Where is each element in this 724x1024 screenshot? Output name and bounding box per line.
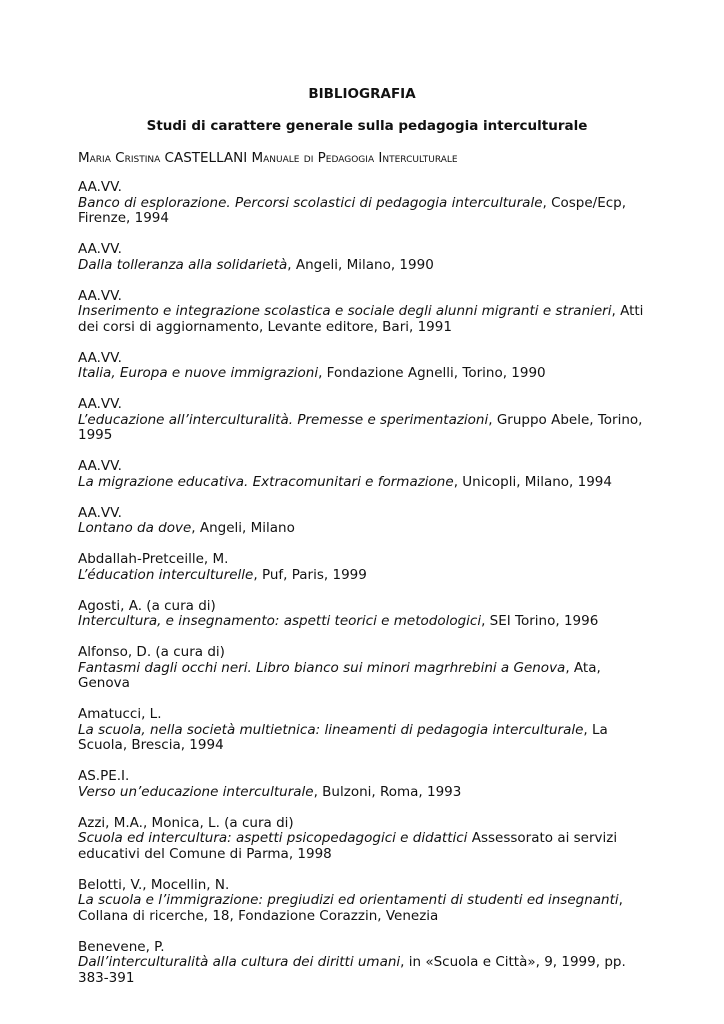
entry-publication: , Bulzoni, Roma, 1993 [313, 783, 462, 800]
entry-title: Dall’interculturalità alla cultura dei diritti umani [78, 954, 401, 970]
entry-title: Inserimento e integrazione scolastica e sociale degli alunni migranti e stranieri [78, 303, 612, 319]
entry-title: La migrazione educativa. Extracomunitari e formazione [78, 473, 454, 490]
entry-author: AS.PE.I. [78, 768, 130, 784]
section-subtitle: Studi di carattere generale sulla pedagogia interculturale [146, 118, 588, 134]
bibliography-entry [78, 459, 654, 490]
entry-work [78, 955, 654, 986]
entry-author: AA.VV. [78, 241, 122, 257]
bibliography-entry [78, 645, 654, 692]
entry-publication: , Angeli, Milano, 1990 [287, 256, 434, 273]
entry-author: AA.VV. [78, 179, 122, 195]
entry-title: Italia, Europa e nuove immigrazioni [78, 365, 319, 381]
bibliography-list [78, 180, 654, 1002]
entry-author: Agosti, A. (a cura di) [78, 597, 216, 614]
entry-publication: , Collana di ricerche, 18, Fondazione Corazzin, Venezia [78, 892, 623, 924]
entry-author: Amatucci, L. [78, 706, 162, 722]
entry-title: L’educazione all’interculturalità. Premesse e sperimentazioni [78, 411, 489, 428]
entry-publication: , La Scuola, Brescia, 1994 [78, 721, 608, 753]
entry-work [78, 366, 654, 382]
entry-title: Fantasmi dagli occhi neri. Libro bianco sui minori magrhrebini a Genova [78, 659, 566, 676]
bibliography-entry [78, 397, 654, 444]
entry-author: AA.VV. [78, 396, 122, 412]
entry-author: AA.VV. [78, 504, 122, 521]
entry-publication: , Ata, Genova [78, 659, 601, 691]
entry-work [78, 785, 654, 801]
entry-work [78, 831, 654, 862]
bibliography-entry [78, 769, 654, 800]
entry-publication: , SEI Torino, 1996 [481, 613, 599, 629]
entry-author: AA.VV. [78, 349, 122, 366]
entry-work [78, 723, 654, 754]
entry-publication: , Gruppo Abele, Torino, 1995 [78, 411, 643, 443]
entry-title: Lontano da dove [78, 520, 192, 536]
bibliography-entry [78, 878, 654, 925]
bibliography-entry [78, 242, 654, 273]
bibliography-entry [78, 707, 654, 754]
entry-title: Banco di esplorazione. Percorsi scolastici di pedagogia interculturale [78, 194, 543, 211]
entry-publication: , Cospe/Ecp, Firenze, 1994 [78, 194, 627, 226]
entry-author: Azzi, M.A., Monica, L. (a cura di) [78, 814, 294, 831]
entry-author: AA.VV. [78, 458, 122, 474]
entry-title: Dalla tolleranza alla solidarietà [78, 256, 288, 273]
bibliography-entry [78, 816, 654, 863]
entry-work [78, 614, 654, 630]
entry-title: La scuola, nella società multietnica: lineamenti di pedagogia interculturale [78, 721, 584, 738]
entry-author: Belotti, V., Mocellin, N. [78, 876, 230, 893]
running-header: Maria Cristina CASTELLANI Manuale di Pedagogia Interculturale [78, 150, 458, 166]
entry-work [78, 893, 654, 924]
entry-work [78, 661, 654, 692]
entry-work [78, 568, 654, 584]
entry-title: Intercultura, e insegnamento: aspetti teorici e metodologici [78, 613, 482, 629]
entry-publication: , Puf, Paris, 1999 [253, 566, 367, 583]
entry-publication: , in «Scuola e Città», 9, 1999, pp. 383-391 [78, 954, 626, 986]
entry-title: La scuola e l’immigrazione: pregiudizi ed orientamenti di studenti ed insegnanti [78, 892, 619, 908]
bibliography-entry [78, 289, 654, 336]
entry-author: Abdallah-Pretceille, M. [78, 551, 229, 567]
bibliography-entry [78, 351, 654, 382]
entry-publication: , Unicopli, Milano, 1994 [453, 473, 612, 490]
entry-publication: , Atti dei corsi di aggiornamento, Levante editore, Bari, 1991 [78, 303, 644, 335]
bibliography-entry [78, 506, 654, 537]
entry-publication: Assessorato ai servizi educativi del Comune di Parma, 1998 [78, 830, 618, 862]
entry-work [78, 521, 654, 537]
bibliography-entry [78, 552, 654, 583]
entry-title: Verso un’educazione interculturale [78, 783, 314, 800]
entry-work [78, 196, 654, 227]
entry-publication: , Fondazione Agnelli, Torino, 1990 [318, 365, 546, 381]
bibliography-entry [78, 180, 654, 227]
entry-author: Benevene, P. [78, 938, 165, 955]
entry-author: Alfonso, D. (a cura di) [78, 644, 225, 660]
entry-title: L’éducation interculturelle [78, 566, 254, 583]
entry-work [78, 475, 654, 491]
entry-work [78, 304, 654, 335]
entry-publication: , Angeli, Milano [191, 520, 295, 536]
page-title: BIBLIOGRAFIA [308, 86, 416, 102]
entry-work [78, 258, 654, 274]
entry-title: Scuola ed intercultura: aspetti psicopedagogici e didattici [78, 830, 468, 846]
entry-work [78, 413, 654, 444]
bibliography-entry [78, 940, 654, 987]
entry-author: AA.VV. [78, 287, 122, 304]
bibliography-entry [78, 599, 654, 630]
